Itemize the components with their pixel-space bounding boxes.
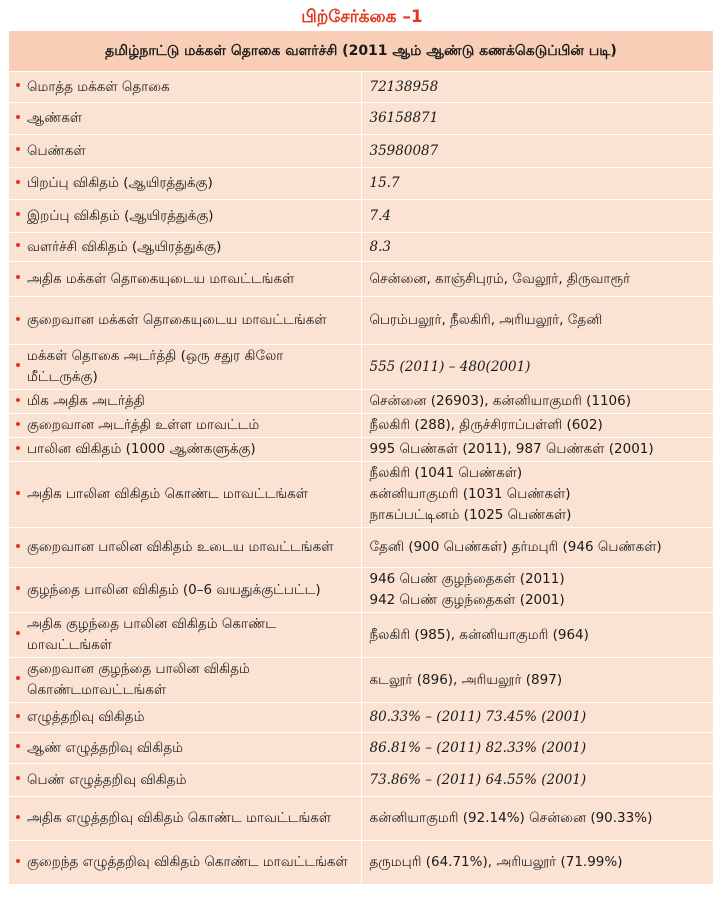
row-value-line: நாகப்பட்டினம் (1025 பெண்கள்) — [369, 507, 572, 523]
row-label-text: குறைவான குழந்தை பாலின விகிதம் கொண்டமாவட்டங்கள் — [27, 661, 250, 698]
row-value — [361, 72, 714, 103]
bullet-icon — [16, 491, 20, 495]
row-value-text: 36158871 — [369, 110, 439, 126]
bullet-icon — [16, 714, 20, 718]
row-value-line: நீலகிரி (1041 பெண்கள்) — [369, 465, 523, 481]
table-row — [9, 613, 714, 658]
row-value-text: சென்னை (26903), கன்னியாகுமரி (1106) — [369, 393, 631, 409]
row-value-text: 7.4 — [369, 207, 391, 224]
row-label-text: ஆண் எழுத்தறிவு விகிதம் — [27, 739, 183, 756]
table-row — [9, 658, 714, 703]
row-label-text: மொத்த மக்கள் தொகை — [27, 78, 170, 95]
row-value — [361, 345, 714, 390]
row-value-text: 15.7 — [369, 175, 400, 191]
row-value-text: 80.33% – (2011) 73.45% (2001) — [369, 709, 587, 725]
row-label-text: அதிக எழுத்தறிவு விகிதம் கொண்ட மாவட்டங்கள் — [27, 810, 332, 826]
row-value-text: 8.3 — [369, 238, 391, 255]
row-label — [9, 703, 362, 733]
table-row — [9, 797, 714, 841]
row-value-text: 555 (2011) – 480(2001) — [369, 358, 531, 375]
row-value — [361, 528, 714, 568]
row-value — [361, 438, 714, 462]
row-value — [361, 703, 714, 733]
bullet-icon — [16, 180, 20, 184]
row-label — [9, 658, 362, 703]
row-value-line: 942 பெண் குழந்தைகள் (2001) — [369, 592, 565, 608]
row-label-text: ஆண்கள் — [27, 110, 83, 126]
row-value — [361, 797, 714, 841]
bullet-icon — [16, 212, 20, 216]
row-value — [361, 568, 714, 613]
row-label-text: குறைவான மக்கள் தொகையுடைய மாவட்டங்கள் — [27, 312, 327, 328]
row-label — [9, 168, 362, 200]
row-label-text: அதிக மக்கள் தொகையுடைய மாவட்டங்கள் — [27, 270, 295, 287]
row-value-text: பெரம்பலூர், நீலகிரி, அரியலூர், தேனி — [369, 312, 603, 328]
row-value-line: 946 பெண் குழந்தைகள் (2011) — [369, 571, 565, 587]
table-row — [9, 414, 714, 438]
row-label-text: எழுத்தறிவு விகிதம் — [27, 709, 145, 725]
table-row — [9, 168, 714, 200]
row-label — [9, 414, 362, 438]
table-row — [9, 262, 714, 297]
table-header: தமிழ்நாட்டு மக்கள் தொகை வளர்ச்சி (2011 ஆம் ஆண்டு கணக்கெடுப்பின் படி) — [9, 31, 714, 72]
row-value-text: 995 பெண்கள் (2011), 987 பெண்கள் (2001) — [369, 441, 654, 457]
bullet-icon — [16, 446, 20, 450]
row-label — [9, 135, 362, 168]
table-row — [9, 841, 714, 885]
row-label-text: பெண்கள் — [27, 142, 86, 159]
row-value — [361, 103, 714, 135]
row-label-text: குறைவான அடர்த்தி உள்ள மாவட்டம் — [27, 417, 260, 433]
row-label — [9, 72, 362, 103]
row-label — [9, 568, 362, 613]
row-value — [361, 262, 714, 297]
row-label — [9, 462, 362, 528]
table-row — [9, 200, 714, 233]
row-label — [9, 390, 362, 414]
row-label-text: குறைவான பாலின விகிதம் உடைய மாவட்டங்கள் — [27, 539, 334, 555]
table-row — [9, 703, 714, 733]
row-label — [9, 528, 362, 568]
row-label-text: பெண் எழுத்தறிவு விகிதம் — [27, 771, 187, 788]
row-value — [361, 658, 714, 703]
row-label — [9, 200, 362, 233]
row-label — [9, 764, 362, 797]
row-value — [361, 764, 714, 797]
row-value — [361, 414, 714, 438]
row-label-text: மிக அதிக அடர்த்தி — [27, 393, 145, 409]
row-value-text: கன்னியாகுமரி (92.14%) சென்னை (90.33%) — [369, 810, 653, 826]
bullet-icon — [16, 744, 20, 748]
row-label-text: இறப்பு விகிதம் (ஆயிரத்துக்கு) — [27, 207, 214, 224]
table-row — [9, 568, 714, 613]
row-label — [9, 297, 362, 345]
row-value-text: 35980087 — [369, 142, 439, 159]
row-value — [361, 168, 714, 200]
table-row — [9, 390, 714, 414]
bullet-icon — [16, 147, 20, 151]
row-value-text: தேனி (900 பெண்கள்) தர்மபுரி (946 பெண்கள்) — [369, 539, 662, 555]
row-value-text: சென்னை, காஞ்சிபுரம், வேலூர், திருவாரூர் — [369, 270, 631, 287]
row-value-text: 86.81% – (2011) 82.33% (2001) — [369, 739, 587, 756]
table-row — [9, 297, 714, 345]
row-value-text: நீலகிரி (985), கன்னியாகுமரி (964) — [369, 626, 589, 643]
row-label-text: பாலின விகிதம் (1000 ஆண்களுக்கு) — [27, 441, 256, 457]
row-value-text: தருமபுரி (64.71%), அரியலூர் (71.99%) — [369, 854, 623, 870]
row-value — [361, 462, 714, 528]
table-body — [9, 72, 714, 885]
row-label — [9, 103, 362, 135]
row-value-text: 73.86% – (2011) 64.55% (2001) — [369, 771, 587, 788]
table-header-row — [9, 31, 714, 72]
table-row — [9, 345, 714, 390]
row-value — [361, 233, 714, 262]
bullet-icon — [16, 275, 20, 279]
row-label — [9, 841, 362, 885]
row-label — [9, 797, 362, 841]
bullet-icon — [16, 422, 20, 426]
row-value — [361, 613, 714, 658]
bullet-icon — [16, 859, 20, 863]
table-row — [9, 764, 714, 797]
row-value — [361, 135, 714, 168]
row-label-text: குழந்தை பாலின விகிதம் (0–6 வயதுக்குட்பட்ட) — [27, 581, 321, 598]
bullet-icon — [16, 243, 20, 247]
bullet-icon — [16, 631, 20, 635]
row-value-text: 72138958 — [369, 78, 439, 95]
row-label — [9, 233, 362, 262]
table-row — [9, 103, 714, 135]
row-value — [361, 733, 714, 764]
appendix-title: பிற்சேர்க்கை –1 — [301, 7, 423, 27]
bullet-icon — [16, 317, 20, 321]
bullet-icon — [16, 586, 20, 590]
row-label — [9, 438, 362, 462]
table-row — [9, 438, 714, 462]
table-row — [9, 233, 714, 262]
bullet-icon — [16, 776, 20, 780]
row-label-text: மக்கள் தொகை அடர்த்தி (ஒரு சதுர கிலோ மீட்டருக்கு) — [27, 348, 284, 385]
bullet-icon — [16, 544, 20, 548]
table-row — [9, 72, 714, 103]
row-value — [361, 841, 714, 885]
table-row — [9, 733, 714, 764]
row-label — [9, 613, 362, 658]
table-row — [9, 462, 714, 528]
row-label — [9, 345, 362, 390]
row-label-text: வளர்ச்சி விகிதம் (ஆயிரத்துக்கு) — [27, 238, 222, 255]
table-row — [9, 135, 714, 168]
row-label — [9, 733, 362, 764]
row-value-text: நீலகிரி (288), திருச்சிராப்பள்ளி (602) — [369, 417, 603, 433]
row-label-text: குறைந்த எழுத்தறிவு விகிதம் கொண்ட மாவட்டங்கள் — [27, 854, 348, 870]
bullet-icon — [16, 398, 20, 402]
row-label-text: அதிக குழந்தை பாலின விகிதம் கொண்ட மாவட்டங்கள் — [27, 616, 277, 653]
bullet-icon — [16, 83, 20, 87]
row-value — [361, 297, 714, 345]
row-value — [361, 200, 714, 233]
bullet-icon — [16, 676, 20, 680]
table-row — [9, 528, 714, 568]
bullet-icon — [16, 363, 20, 367]
row-value — [361, 390, 714, 414]
population-table — [8, 30, 714, 885]
row-label — [9, 262, 362, 297]
row-value-text: கடலூர் (896), அரியலூர் (897) — [369, 671, 563, 688]
row-value-line: கன்னியாகுமரி (1031 பெண்கள்) — [369, 486, 571, 502]
bullet-icon — [16, 815, 20, 819]
bullet-icon — [16, 115, 20, 119]
row-label-text: பிறப்பு விகிதம் (ஆயிரத்துக்கு) — [27, 175, 213, 191]
row-label-text: அதிக பாலின விகிதம் கொண்ட மாவட்டங்கள் — [27, 486, 308, 502]
